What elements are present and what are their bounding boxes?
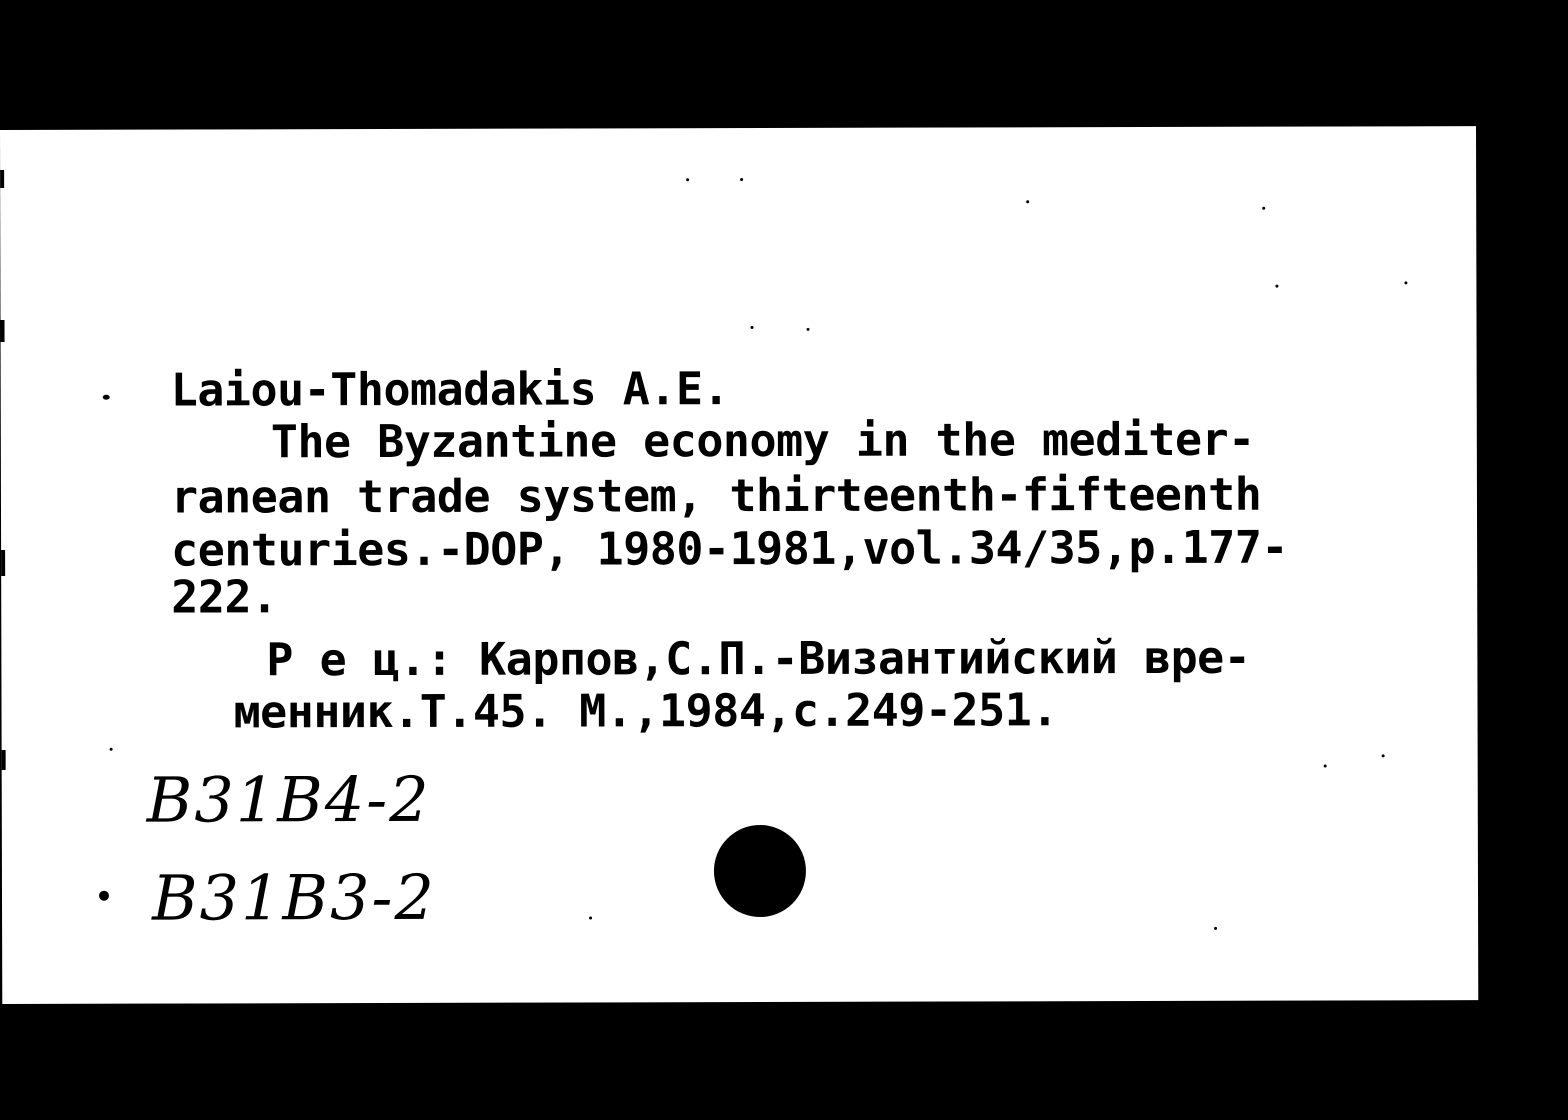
ink-speck	[1382, 754, 1385, 757]
review-line-2: менник.Т.45. М.,1984,с.249-251.	[233, 683, 1058, 739]
card-edge-mark	[0, 170, 4, 188]
card-edge-mark	[1, 550, 5, 576]
ink-speck	[1262, 207, 1265, 210]
ink-speck	[751, 326, 754, 329]
shelf-mark-2: B31B3-2	[151, 860, 436, 935]
title-line-4: 222.	[171, 570, 278, 624]
catalog-card	[0, 126, 1478, 1004]
title-line-2: ranean trade system, thirteenth-fifteenth	[170, 467, 1262, 524]
ink-speck	[1324, 765, 1327, 768]
ink-speck	[740, 178, 743, 181]
bullet-dot-shelf-mark	[99, 891, 109, 901]
ink-speck	[1404, 281, 1407, 284]
ink-speck	[1026, 200, 1029, 203]
ink-speck	[686, 178, 689, 181]
ink-speck	[1275, 285, 1278, 288]
title-line-1: The Byzantine economy in the mediter-	[270, 412, 1255, 469]
ink-speck	[589, 916, 592, 919]
shelf-mark-1: B31B4-2	[146, 762, 431, 837]
card-edge-mark	[0, 320, 4, 342]
ink-speck	[807, 328, 810, 331]
punch-hole	[714, 825, 806, 917]
card-edge-mark	[2, 750, 6, 770]
title-line-3: centuries.-DOP, 1980-1981,vol.34/35,p.177-	[171, 520, 1289, 577]
ink-speck	[1214, 927, 1217, 930]
ink-speck	[110, 748, 113, 751]
author-line: Laiou-Thomadakis A.E.	[170, 362, 730, 417]
review-line-1: Р е ц.: Карпов,С.П.-Византийский вре-	[266, 630, 1251, 687]
bullet-dot-author	[103, 395, 110, 400]
